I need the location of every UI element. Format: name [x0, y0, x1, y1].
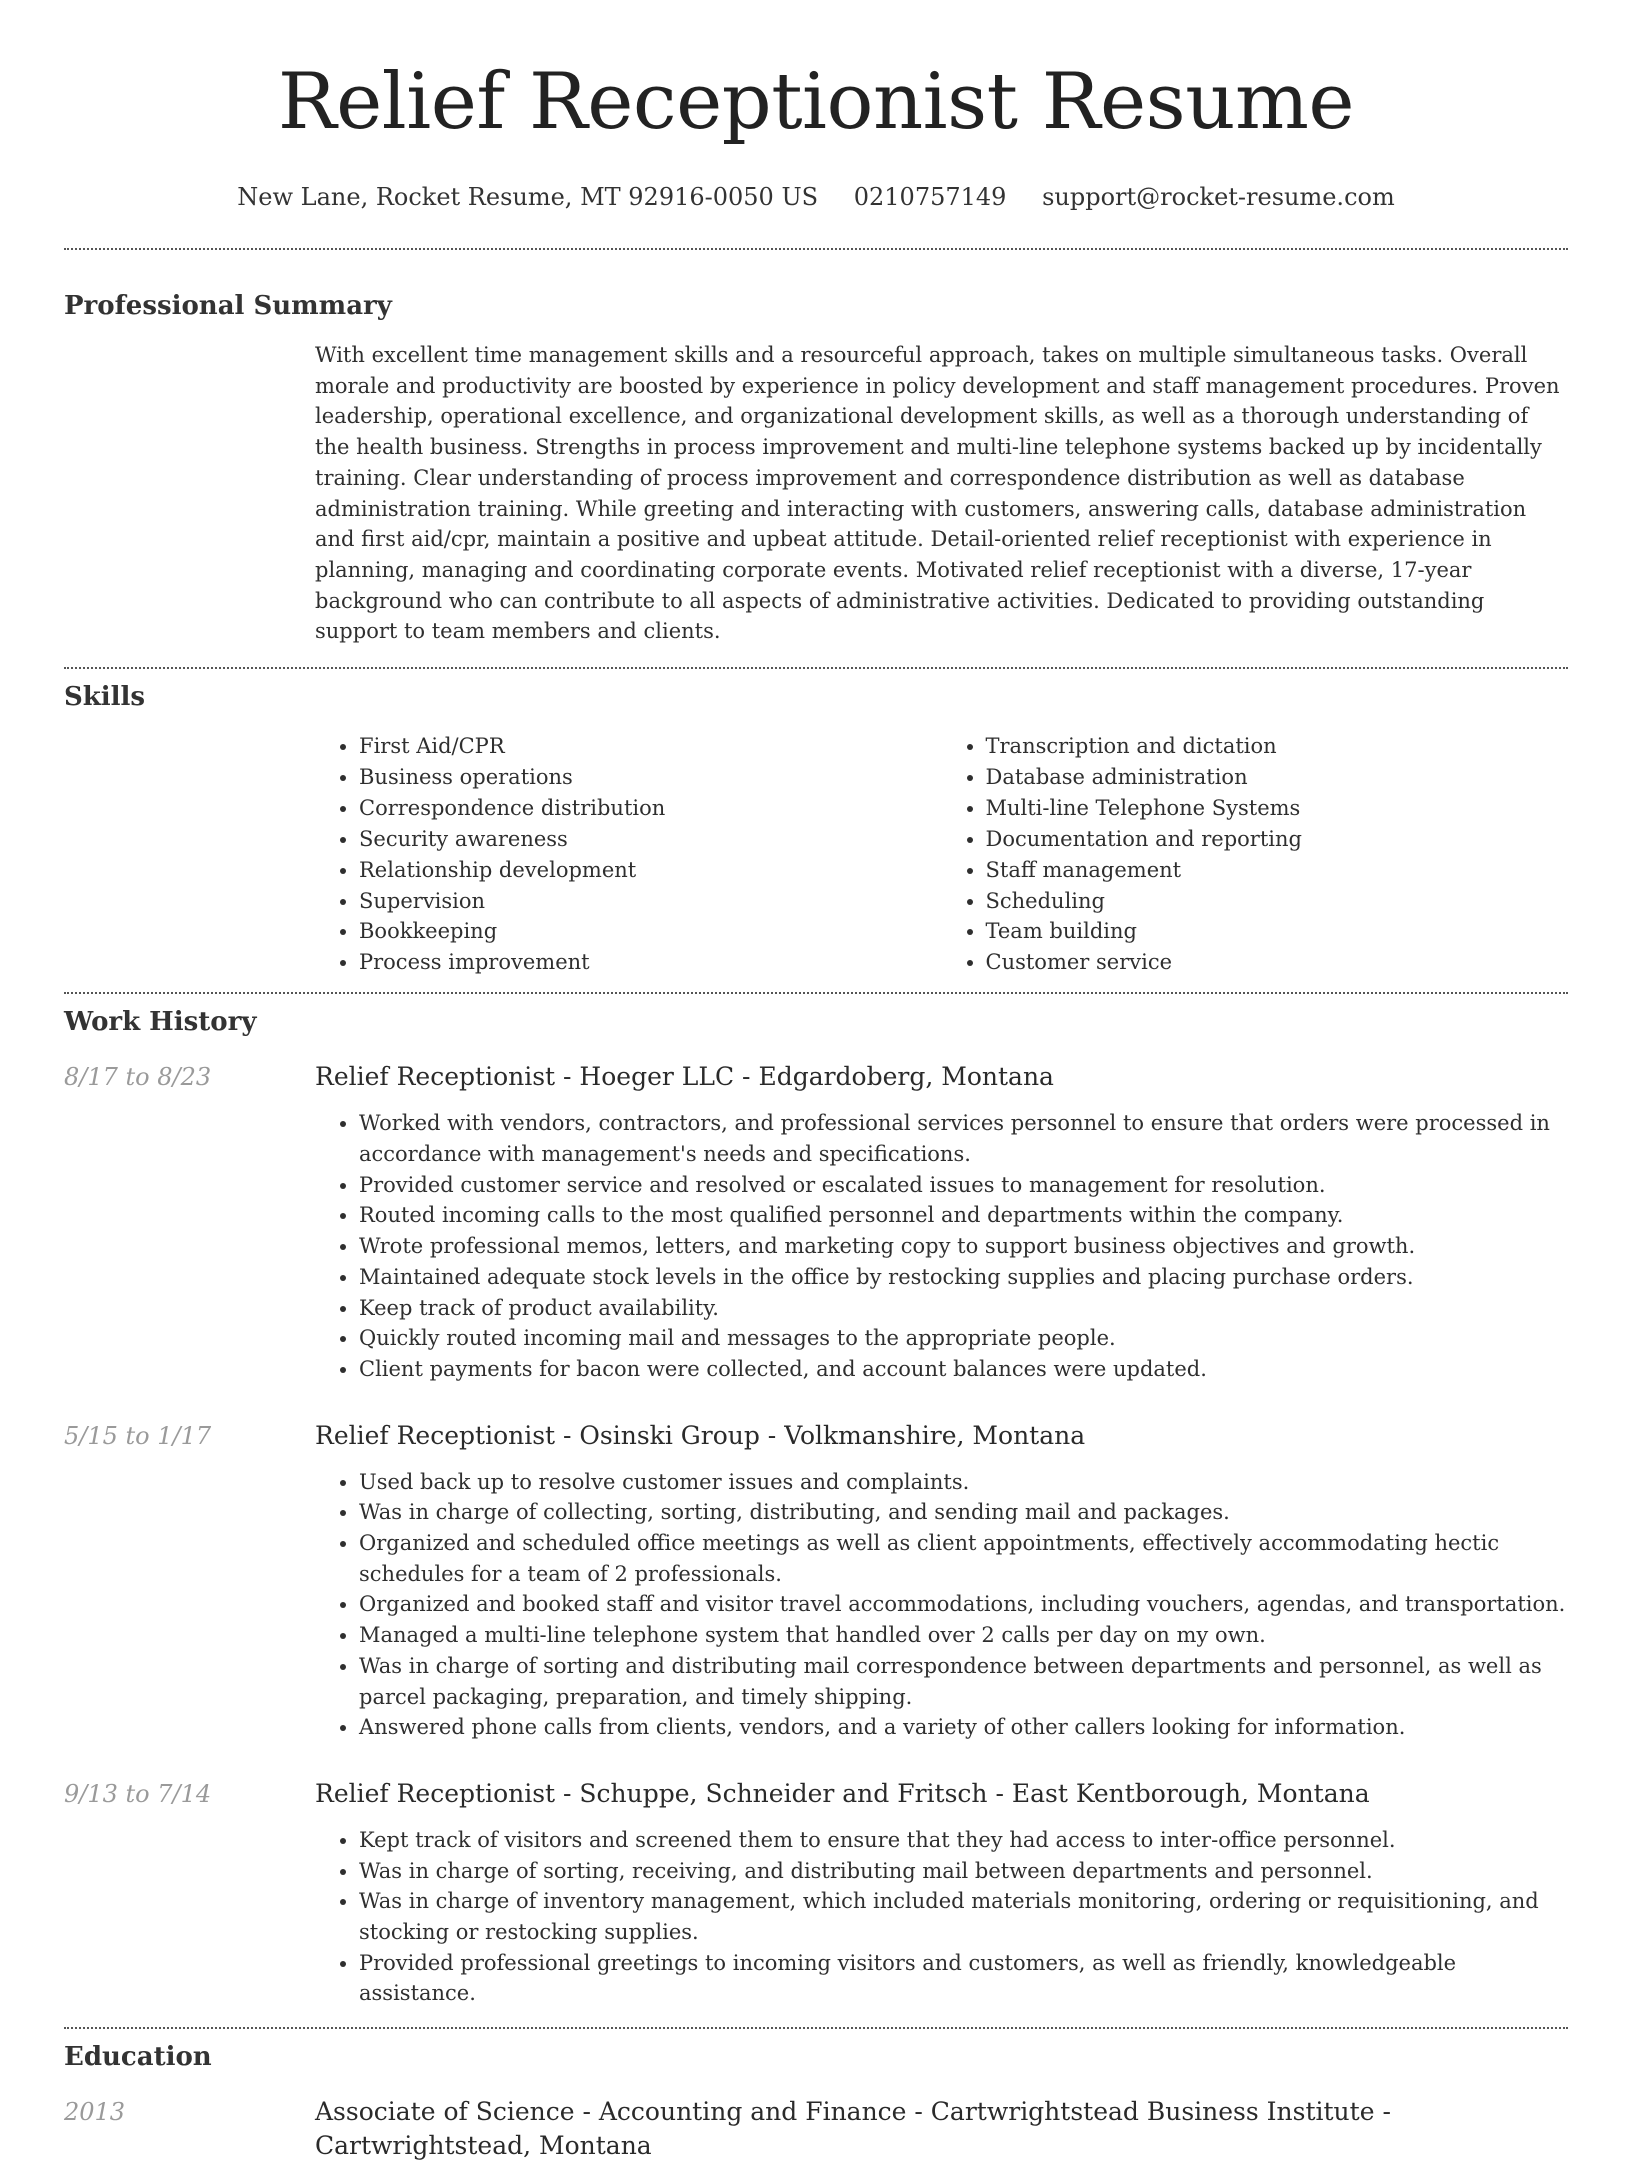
skill-item: • Multi-line Telephone Systems	[986, 793, 1569, 824]
skill-item: • Team building	[986, 916, 1569, 947]
contact-phone: 0210757149	[853, 183, 1007, 211]
contact-line	[0, 180, 1632, 214]
resume-title: Relief Receptionist Resume	[277, 57, 1355, 147]
skill-item: • Business operations	[359, 762, 942, 793]
job-entry	[0, 1419, 1632, 1743]
job-duty: • Maintained adequate stock levels in the office by restocking supplies and placing purchase orders.	[359, 1262, 1568, 1293]
job-title: Relief Receptionist - Hoeger LLC - Edgardoberg, Montana	[315, 1062, 1054, 1092]
job-duty: • Was in charge of inventory management, which included materials monitoring, ordering or requisitioning, and stocking or restocking supplies.	[359, 1886, 1568, 1947]
contact-address: New Lane, Rocket Resume, MT 92916-0050 US	[237, 183, 819, 211]
skill-item: • Relationship development	[359, 855, 942, 886]
skills-list-left	[315, 731, 942, 978]
job-title: Relief Receptionist - Schuppe, Schneider and Fritsch - East Kentborough, Montana	[315, 1778, 1370, 1808]
education-date: 2013	[64, 2098, 126, 2127]
job-duty: • Quickly routed incoming mail and messages to the appropriate people.	[359, 1323, 1568, 1354]
job-duty: • Organized and booked staff and visitor travel accommodations, including vouchers, agendas, and transportation.	[359, 1589, 1568, 1620]
skill-item: • Correspondence distribution	[359, 793, 942, 824]
education-entry	[0, 2095, 1632, 2163]
summary-text: With excellent time management skills and a resourceful approach, takes on multiple simultaneous tasks. Overall morale and productivity are boosted by experience in policy development and staff management procedures. Proven leadership, operational excellence, and organizational development skills, as well as a thorough understanding of the health business. Strengths in process improvement and multi-line telephone systems backed up by incidentally training. Clear understanding of process improvement and correspondence distribution as well as database administration training. While greeting and interacting with customers, answering calls, database administration and first aid/cpr, maintain a positive and upbeat attitude. Detail-oriented relief receptionist with experience in planning, managing and coordinating corporate events. Motivated relief receptionist with a diverse, 17-year background who can contribute to all aspects of administrative activities. Dedicated to providing outstanding support to team members and clients.	[315, 343, 1560, 644]
job-duty: • Was in charge of sorting and distributing mail correspondence between departments and personnel, as well as parcel packaging, preparation, and timely shipping.	[359, 1651, 1568, 1712]
contact-email: support@rocket-resume.com	[1042, 183, 1395, 211]
summary-body	[315, 340, 1568, 647]
skill-item: • Security awareness	[359, 824, 942, 855]
work-section	[0, 994, 1632, 1040]
job-duty: • Used back up to resolve customer issues and complaints.	[359, 1467, 1568, 1498]
skill-item: • Database administration	[986, 762, 1569, 793]
skill-item: • Documentation and reporting	[986, 824, 1569, 855]
job-entry	[0, 1060, 1632, 1384]
job-date: 9/13 to 7/14	[64, 1779, 212, 1808]
job-duty: • Was in charge of sorting, receiving, and distributing mail between departments and personnel.	[359, 1856, 1568, 1887]
summary-heading: Professional Summary	[64, 291, 392, 321]
job-duty: • Client payments for bacon were collected, and account balances were updated.	[359, 1354, 1568, 1385]
job-duties	[315, 1108, 1568, 1384]
job-duty: • Provided customer service and resolved or escalated issues to management for resolution.	[359, 1170, 1568, 1201]
skill-item: • Bookkeeping	[359, 916, 942, 947]
skills-body	[315, 731, 1568, 978]
education-title: Associate of Science - Accounting and Finance - Cartwrightstead Business Institute - Cartwrightstead, Montana	[315, 2097, 1391, 2161]
job-duties	[315, 1467, 1568, 1743]
job-duty: • Organized and scheduled office meetings as well as client appointments, effectively accommodating hectic schedules for a team of 2 professionals.	[359, 1528, 1568, 1589]
job-duty: • Routed incoming calls to the most qualified personnel and departments within the company.	[359, 1200, 1568, 1231]
skill-item: • Transcription and dictation	[986, 731, 1569, 762]
skill-item: • Customer service	[986, 947, 1569, 978]
job-duty: • Answered phone calls from clients, vendors, and a variety of other callers looking for information.	[359, 1712, 1568, 1743]
job-duty: • Provided professional greetings to incoming visitors and customers, as well as friendly, knowledgeable assistance.	[359, 1948, 1568, 2009]
job-duty: • Wrote professional memos, letters, and marketing copy to support business objectives and growth.	[359, 1231, 1568, 1262]
summary-section	[0, 250, 1632, 324]
skill-item: • First Aid/CPR	[359, 731, 942, 762]
job-duty: • Kept track of visitors and screened them to ensure that they had access to inter-office personnel.	[359, 1825, 1568, 1856]
skill-item: • Process improvement	[359, 947, 942, 978]
skills-section	[0, 669, 1632, 715]
skills-grid	[315, 731, 1568, 978]
job-duty: • Keep track of product availability.	[359, 1293, 1568, 1324]
education-section	[0, 2029, 1632, 2075]
job-duty: • Was in charge of collecting, sorting, distributing, and sending mail and packages.	[359, 1497, 1568, 1528]
skills-list-right	[942, 731, 1569, 978]
education-heading: Education	[64, 2042, 212, 2073]
job-entry	[0, 1777, 1632, 2009]
skills-heading: Skills	[64, 682, 146, 713]
skill-item: • Supervision	[359, 886, 942, 917]
job-duties	[315, 1825, 1568, 2009]
skill-item: • Staff management	[986, 855, 1569, 886]
job-title: Relief Receptionist - Osinski Group - Volkmanshire, Montana	[315, 1420, 1086, 1450]
job-duty: • Managed a multi-line telephone system that handled over 2 calls per day on my own.	[359, 1620, 1568, 1651]
job-duty: • Worked with vendors, contractors, and professional services personnel to ensure that orders were processed in accordance with management's needs and specifications.	[359, 1108, 1568, 1169]
skill-item: • Scheduling	[986, 886, 1569, 917]
work-heading: Work History	[64, 1007, 257, 1038]
job-date: 8/17 to 8/23	[64, 1063, 212, 1092]
job-date: 5/15 to 1/17	[64, 1421, 212, 1450]
